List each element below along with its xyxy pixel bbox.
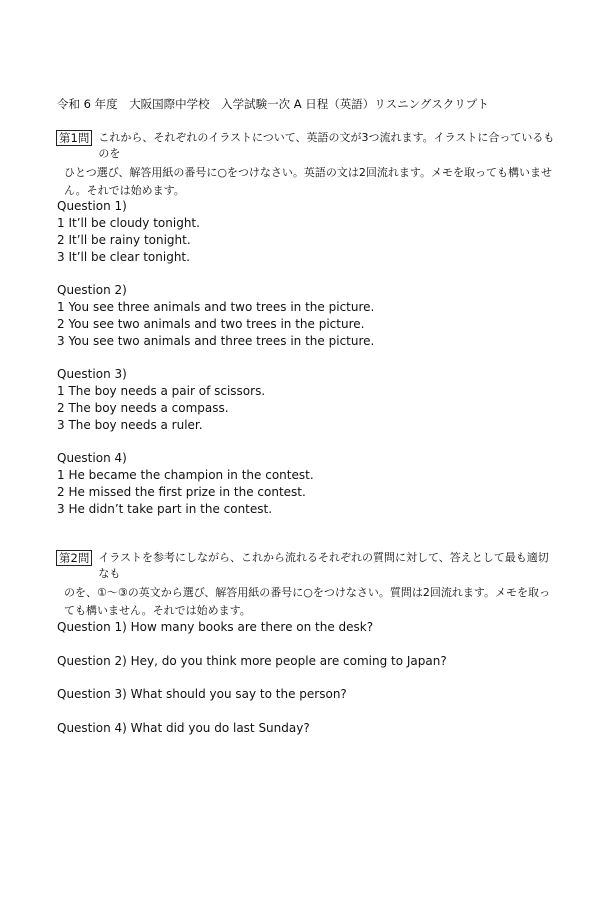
- section-2: [56, 550, 556, 620]
- s1-question-4-heading: Question 4): [57, 451, 127, 465]
- document-title: 令和 6 年度 大阪国際中学校 入学試験一次 A 日程（英語）リスニングスクリプト: [57, 97, 489, 111]
- s1-question-2-option-2: 2 You see two animals and two trees in the picture.: [57, 317, 365, 331]
- section-1-header: [56, 130, 556, 162]
- s2-question-4: Question 4) What did you do last Sunday?: [57, 721, 310, 735]
- s1-question-1-option-2: 2 It’ll be rainy tonight.: [57, 233, 191, 247]
- s1-question-2-option-3: 3 You see two animals and three trees in the picture.: [57, 334, 375, 348]
- s1-question-1-option-3: 3 It’ll be clear tonight.: [57, 250, 190, 264]
- s1-question-3-heading: Question 3): [57, 367, 127, 381]
- s1-question-3-option-3: 3 The boy needs a ruler.: [57, 418, 203, 432]
- s1-question-4-option-3: 3 He didn’t take part in the contest.: [57, 502, 273, 516]
- section-2-instruction-line-2: のを、①～③の英文から選び、解答用紙の番号に○をつけなさい。質問は2回流れます。メモを取っ: [64, 586, 550, 599]
- section-2-label: 第2問: [56, 550, 92, 566]
- s2-question-2: Question 2) Hey, do you think more people are coming to Japan?: [57, 654, 447, 668]
- section-1-instruction-line-2: ひとつ選び、解答用紙の番号に○をつけなさい。英語の文は2回流れます。メモを取っても構いませ: [64, 166, 553, 179]
- s2-question-3: Question 3) What should you say to the person?: [57, 687, 347, 701]
- section-1-label: 第1問: [56, 130, 92, 146]
- s1-question-2: [57, 282, 374, 350]
- section-1-instruction-line-1: これから、それぞれのイラストについて、英語の文が3つ流れます。イラストに合っているものを: [98, 131, 555, 160]
- s1-question-3: [57, 366, 265, 434]
- section-2-header: [56, 550, 556, 582]
- section-1-instruction-line-3: ん。それでは始めます。: [64, 184, 185, 197]
- s1-question-3-option-2: 2 The boy needs a compass.: [57, 401, 229, 415]
- section-2-instruction-line-1: イラストを参考にしながら、これから流れるそれぞれの質問に対して、答えとして最も適切なも: [98, 551, 549, 580]
- s1-question-3-option-1: 1 The boy needs a pair of scissors.: [57, 384, 266, 398]
- s1-question-1: [57, 198, 200, 266]
- s1-question-4-option-2: 2 He missed the first prize in the contest.: [57, 485, 306, 499]
- s1-question-4-option-1: 1 He became the champion in the contest.: [57, 468, 314, 482]
- s2-question-1: Question 1) How many books are there on the desk?: [57, 620, 374, 634]
- s1-question-1-heading: Question 1): [57, 199, 127, 213]
- s1-question-2-option-1: 1 You see three animals and two trees in the picture.: [57, 300, 375, 314]
- s1-question-4: [57, 450, 314, 518]
- s1-question-1-option-1: 1 It’ll be cloudy tonight.: [57, 216, 200, 230]
- section-1: [56, 130, 556, 200]
- s1-question-2-heading: Question 2): [57, 283, 127, 297]
- section-2-instruction-line-3: ても構いません。それでは始めます。: [64, 604, 251, 617]
